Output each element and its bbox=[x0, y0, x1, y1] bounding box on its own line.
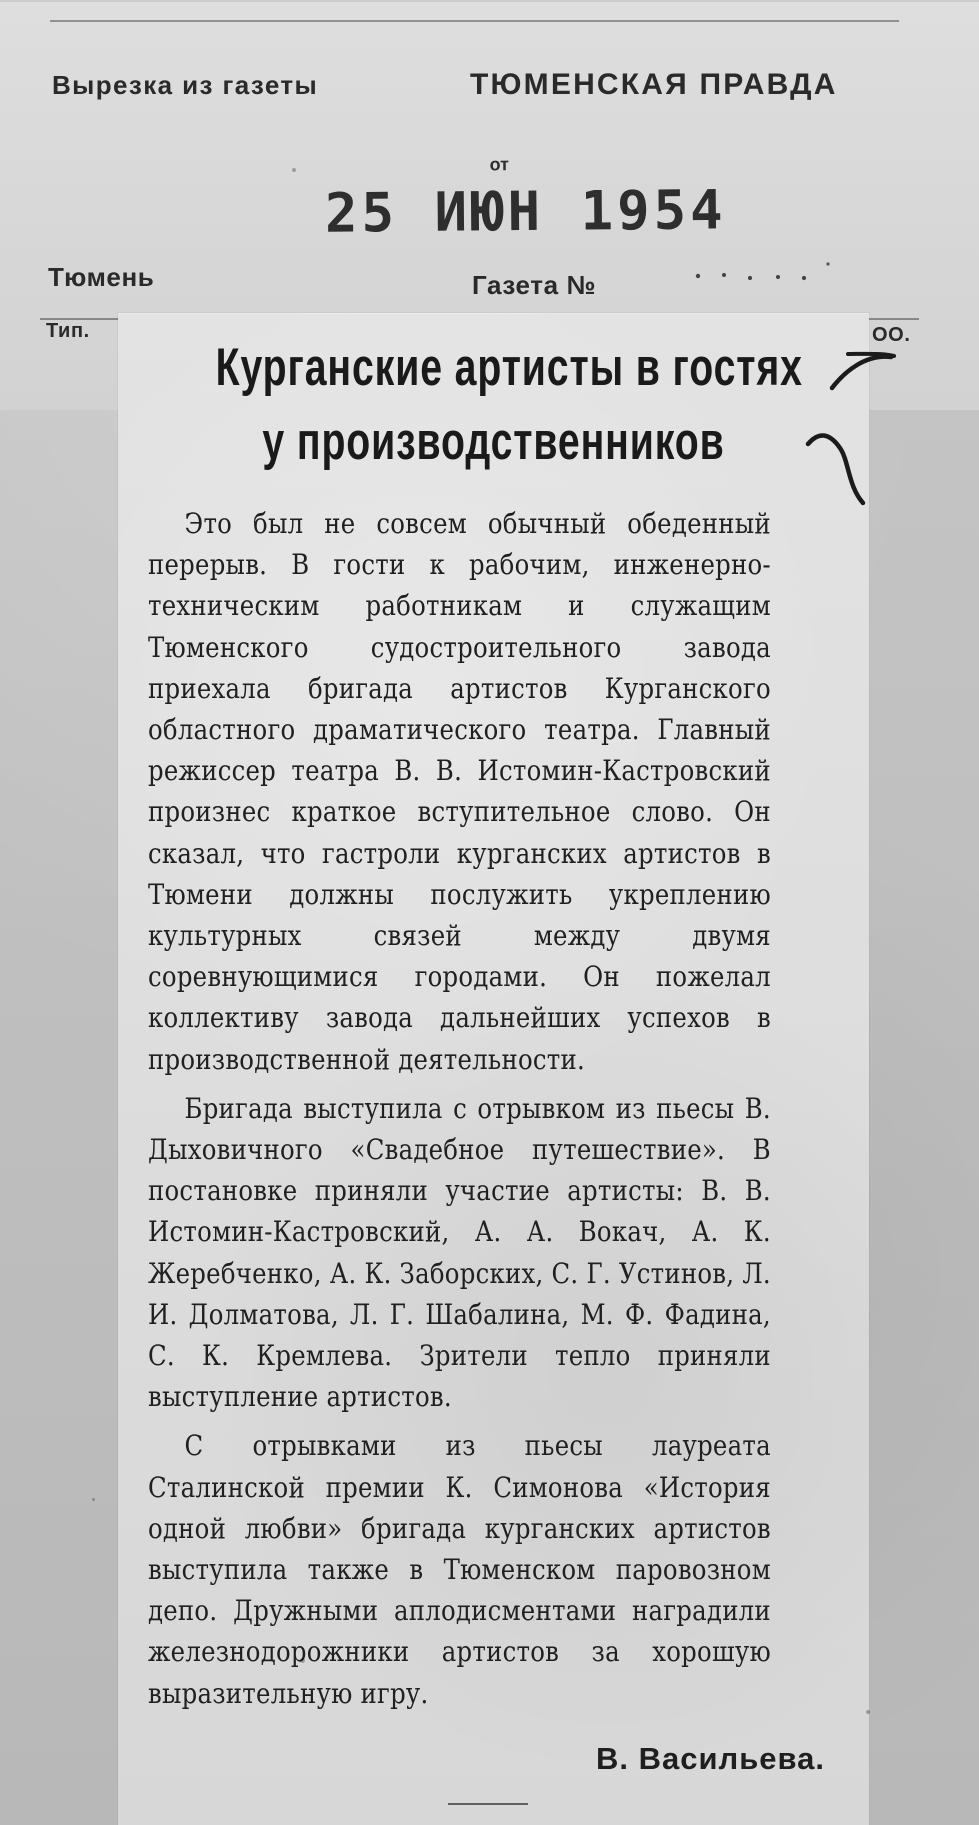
corner-mark: ОО. bbox=[872, 324, 911, 346]
ink-speck bbox=[92, 1498, 95, 1501]
article-body bbox=[148, 503, 771, 1714]
headline-line-2: у производственников bbox=[262, 412, 725, 471]
date-prefix: от bbox=[489, 154, 510, 175]
dot-leader bbox=[686, 236, 836, 286]
article-paragraph: Это был не совсем обычный обеденный перерыв. В гости к рабочим, инженерно-техническим работникам и служащим Тюменского судостроительного завода приехала бригада артистов Курганского областного драматического театра. Главный режиссер театра В. В. Истомин-Кастровский произнес краткое вступительное слово. Он сказал, что гастроли курганских артистов в Тюмени должны послужить укреплению культурных связей между двумя соревнующимися городами. Он пожелал коллективу завода дальнейших успехов в производственной деятельности. bbox=[148, 507, 771, 1076]
ink-speck bbox=[866, 1710, 870, 1714]
typography-label: Тип. bbox=[46, 320, 90, 342]
top-rule bbox=[50, 20, 899, 22]
date-stamp bbox=[324, 154, 727, 245]
ink-speck bbox=[292, 168, 296, 172]
article-paragraph: С отрывками из пьесы лауреата Сталинской премии К. Симонова «История одной любви» бригада курганских артистов выступила также в Тюменском паровозном депо. Дружными аплодисментами наградили железнодорожники артистов за хорошую выразительную игру. bbox=[148, 1429, 771, 1710]
clip-label: Вырезка из газеты bbox=[52, 70, 319, 100]
headline bbox=[215, 331, 803, 479]
newspaper-name: ТЮМЕНСКАЯ ПРАВДА bbox=[470, 68, 838, 101]
newspaper-number-label: Газета № bbox=[472, 270, 597, 300]
city-label: Тюмень bbox=[48, 262, 155, 292]
newspaper-clipping bbox=[118, 313, 869, 1825]
date-value: 25 ИЮН 1954 bbox=[324, 178, 727, 245]
author-byline: В. Васильева. bbox=[595, 1741, 825, 1776]
article-paragraph: Бригада выступила с отрывком из пьесы В. Дыховичного «Свадебное путешествие». В постановке приняли участие артисты: В. В. Истомин-Кастровский, А. А. Вокач, А. К. Жеребченко, А. К. Заборских, С. Г. Устинов, Л. И. Долматова, Л. Г. Шабалина, М. Ф. Фадина, С. К. Кремлева. Зрители тепло приняли выступление артистов. bbox=[148, 1091, 771, 1414]
bottom-rule bbox=[448, 1803, 528, 1805]
ink-speck bbox=[300, 1658, 305, 1663]
headline-line-1: Курганские артисты в гостях bbox=[215, 338, 803, 397]
